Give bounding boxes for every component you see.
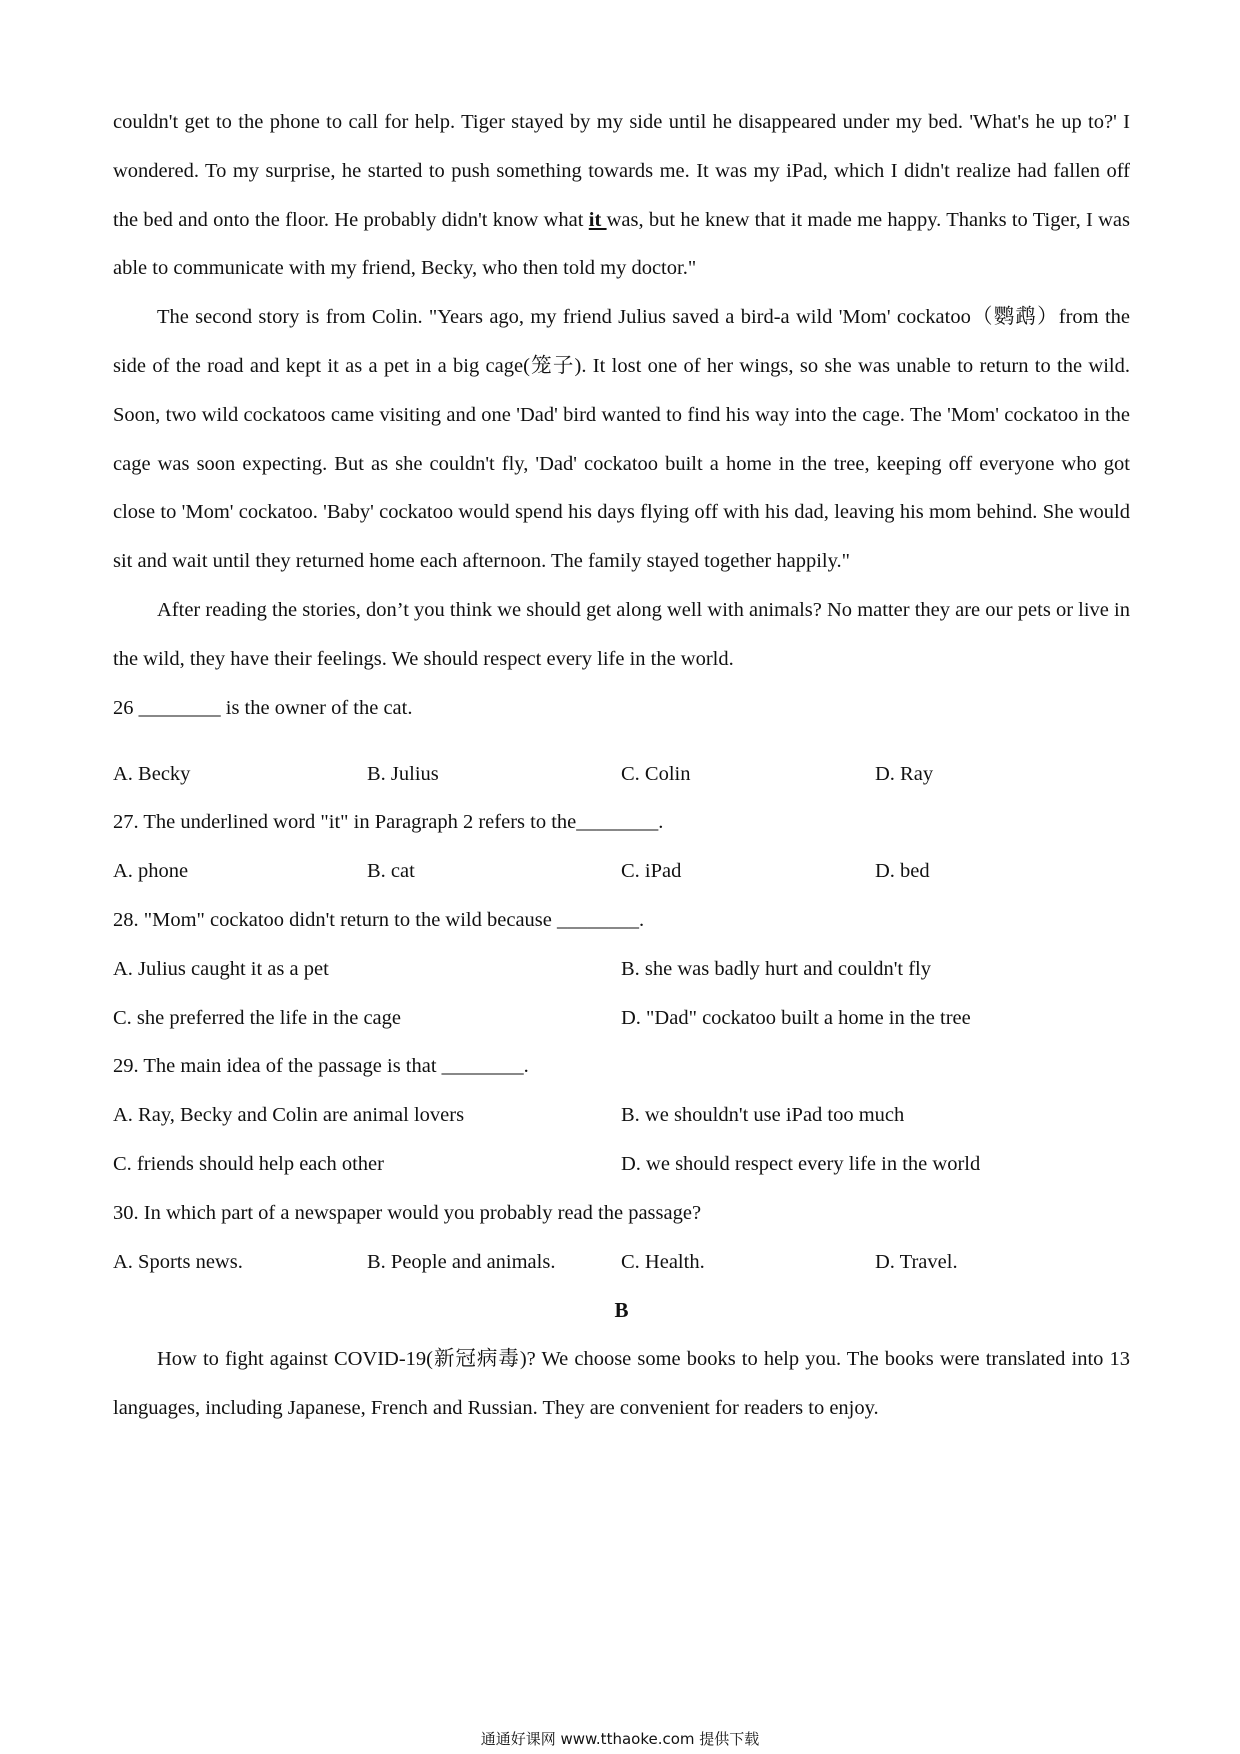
option-d: D. "Dad" cockatoo built a home in the tree [621, 1006, 971, 1029]
document-page [113, 98, 1130, 1433]
question-27-options [113, 847, 1130, 896]
question-27-stem: 27. The underlined word "it" in Paragraph 2 refers to the________. [113, 811, 664, 834]
section-b-intro: How to fight against COVID-19(新冠病毒)? We choose some books to help you. The books were translated into 13 languages, including Japanese, French and Russian. They are convenient for readers to enjoy. [113, 1348, 1130, 1419]
question-30-options [113, 1238, 1130, 1287]
question-28-stem: 28. "Mom" cockatoo didn't return to the wild because ________. [113, 908, 645, 931]
question-28-options-row-1 [113, 945, 1130, 994]
question-28-options-row-2 [113, 994, 1130, 1043]
option-d: D. Ray [875, 762, 934, 785]
option-c: C. friends should help each other [113, 1152, 384, 1175]
option-b: B. she was badly hurt and couldn't fly [621, 957, 932, 980]
section-b-title: B [614, 1298, 629, 1323]
option-a: A. Sports news. [113, 1250, 243, 1273]
question-26-stem: 26 ________ is the owner of the cat. [113, 696, 413, 719]
p1-text-after: was, but he knew that it made me happy. Thanks to Tiger, I was able to communicate with my friend, Becky, who then told my doctor." [113, 208, 1130, 280]
question-26-options [113, 750, 1130, 799]
option-c: C. iPad [621, 860, 682, 883]
option-a: A. Ray, Becky and Colin are animal lovers [113, 1104, 465, 1127]
p1-text-before: couldn't get to the phone to call for help. Tiger stayed by my side until he disappeared under my bed. 'What's he up to?' I wondered. To my surprise, he started to push something towards me. It was my iPad, which I didn't realize had fallen off the bed and onto the floor. He probably didn't know what [113, 111, 1130, 231]
underlined-word-it: it [588, 208, 607, 231]
option-b: B. People and animals. [367, 1250, 556, 1273]
passage-a-paragraph-3: After reading the stories, don’t you think we should get along well with animals? No matter they are our pets or live in the wild, they have their feelings. We should respect every life in the world. [113, 598, 1130, 670]
passage-a-paragraph-2: The second story is from Colin. "Years ago, my friend Julius saved a bird-a wild 'Mom' cockatoo（鹦鹉）from the side of the road and kept it as a pet in a big cage(笼子). It lost one of her wings, so she was unable to return to the wild. Soon, two wild cockatoos came visiting and one 'Dad' bird wanted to find his way into the cage. The 'Mom' cockatoo in the cage was soon expecting. But as she couldn't fly, 'Dad' cockatoo built a home in the tree, keeping off everyone who got close to 'Mom' cockatoo. 'Baby' cockatoo would spend his days flying off with his dad, leaving his mom behind. She would sit and wait until they returned home each afternoon. The family stayed together happily." [113, 306, 1130, 573]
option-b: B. we shouldn't use iPad too much [621, 1104, 905, 1127]
option-d: D. Travel. [875, 1250, 958, 1273]
option-a: A. Julius caught it as a pet [113, 957, 329, 980]
option-b: B. Julius [367, 762, 439, 785]
option-c: C. Health. [621, 1250, 705, 1273]
question-30-stem: 30. In which part of a newspaper would you probably read the passage? [113, 1201, 702, 1224]
option-a: A. phone [113, 860, 189, 883]
option-b: B. cat [367, 860, 415, 883]
option-c: C. Colin [621, 762, 691, 785]
question-29-options-row-2 [113, 1140, 1130, 1189]
option-a: A. Becky [113, 762, 191, 785]
question-29-options-row-1 [113, 1091, 1130, 1140]
option-d: D. bed [875, 860, 930, 883]
page-footer: 通通好课网 www.tthaoke.com 提供下载 [480, 1730, 760, 1748]
passage-a-paragraph-1 [113, 98, 1130, 293]
option-d: D. we should respect every life in the world [621, 1152, 981, 1175]
option-c: C. she preferred the life in the cage [113, 1006, 402, 1029]
question-29-stem: 29. The main idea of the passage is that ________. [113, 1055, 529, 1078]
